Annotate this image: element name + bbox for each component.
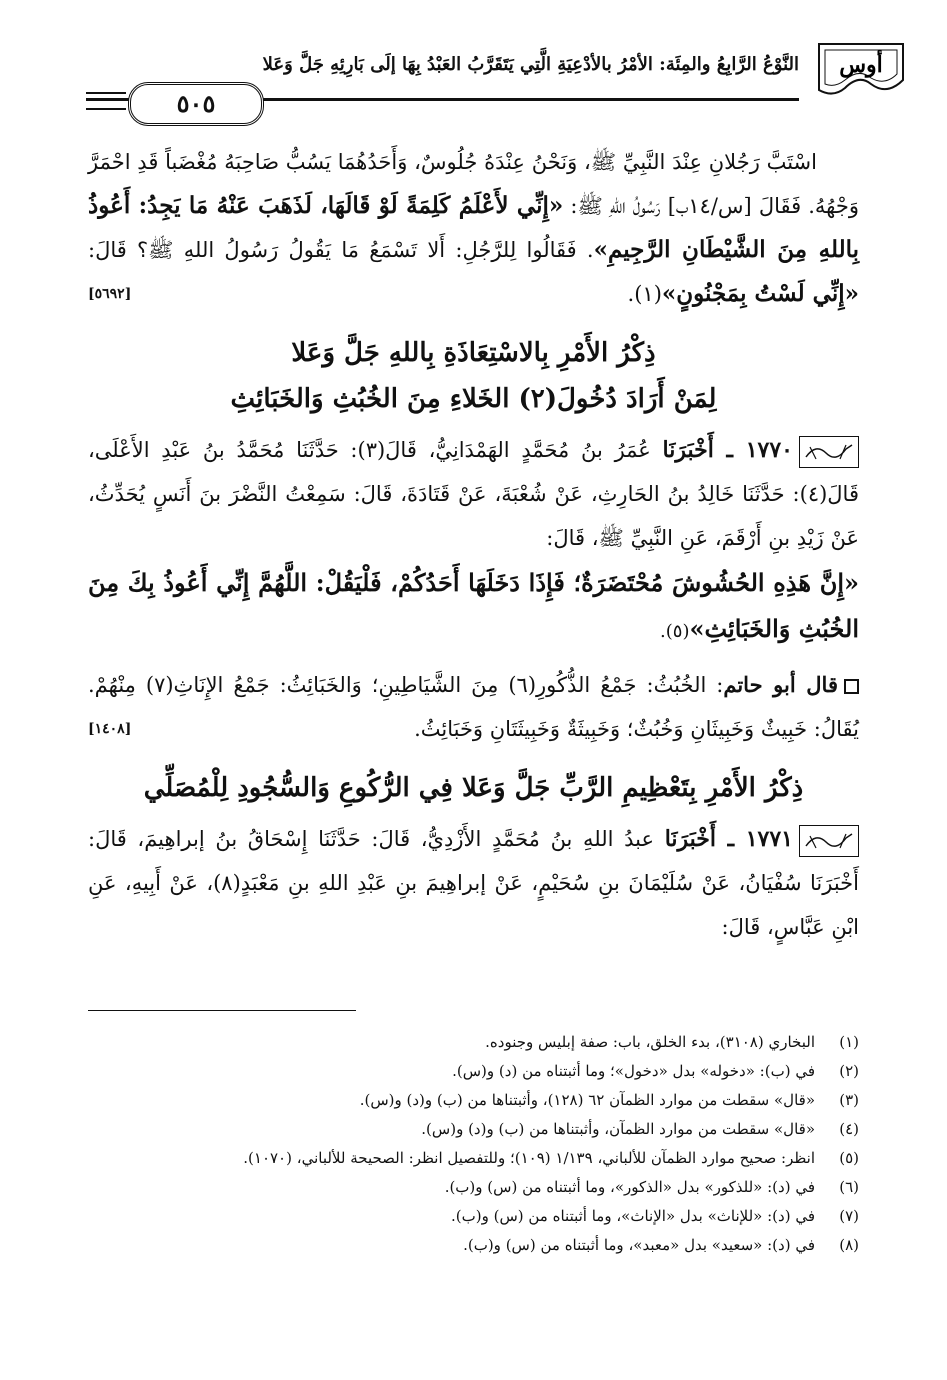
hadith-1770 (88, 428, 859, 560)
abu-hatim-comment: قال أبو حاتم: الخُبُثُ: جَمْعُ الذُّكُورِ(٦) مِنَ الشَّيَاطِينِ؛ وَالخَبَائِثُ: جَمْعُ الإِنَاثِ(٧) مِنْهُمْ. يُقَالُ: خَبِيثٌ وَخَبِيثَانِ وَخُبُثٌ؛ وَخَبِيثَةٌ وَخَبِيثَتَانِ وَخَبَائِثُ. [١٤٠٨] (88, 663, 859, 751)
page-number: ٥٠٥ (128, 82, 264, 126)
footnote: (٣) «قال» سقطت من موارد الظمآن ٦٢ (١٢٨)، وأثبتناها من (ب) و(د) و(س). (359, 1091, 859, 1109)
hadith-number: ١٧٧١ ـ أَخْبَرَنَا (664, 826, 793, 852)
footnote: (٤) «قال» سقطت من موارد الظمآن، وأثبتناها من (ب) و(د) و(س). (421, 1120, 859, 1138)
footnote-mark: (١). (627, 282, 662, 306)
reply-quote: «إِنِّي لَسْتُ بِمَجْنُونٍ» (661, 280, 859, 307)
section-heading-1 (88, 330, 859, 422)
heading-line: ذِكْرُ الأَمْرِ بِالاسْتِعَاذَةِ بِاللهِ جَلَّ وَعَلا (291, 338, 656, 368)
prophet-quote: «إِنِّي لأَعْلَمُ كَلِمَةً لَوْ قَالَهَا، لَذَهَبَ عَنْهُ مَا يَجِدُ: أَعُوذُ بِاللهِ مِنَ الشَّيْطَانِ الرَّجِيمِ» (88, 192, 860, 263)
paragraph-text: . فَقَالُوا لِلرَّجُلِ: أَلا تَسْمَعُ مَا يَقُولُ رَسُولُ اللهِ ﷺ؟ قَالَ: (88, 238, 594, 262)
hadith-marker-icon (799, 436, 859, 468)
hadith-1771 (88, 817, 859, 949)
header-side-lines (86, 92, 126, 110)
page-header (86, 40, 907, 120)
isnad-text: عبدُ اللهِ بنُ مُحَمَّدٍ الأَزْدِيُّ، قَالَ: حَدَّثَنَا إِسْحَاقُ بنُ إبراهِيمَ، قَالَ: أَخْبَرَنَا سُفْيَانُ، عَنْ سُلَيْمَانَ بنِ سُحَيْمٍ، عَنْ إبراهِيمَ بنِ عَبْدِ اللهِ بنِ مَعْبَدٍ(٨)، عَنْ أَبِيهِ، عَنِ ابْنِ عَبَّاسٍ، قَالَ: (88, 827, 859, 939)
hadith-1770-matn (88, 560, 859, 655)
square-bullet-icon (844, 679, 859, 694)
heading-line: لِمَنْ أَرَادَ دُخُولَ(٢) الخَلاءِ مِنَ الخُبُثِ وَالخَبَائِثِ (230, 384, 717, 414)
hadith-marker-icon (799, 825, 859, 857)
hadith-ref: [٥٦٩٢] (88, 286, 132, 302)
opening-paragraph (88, 140, 859, 316)
footnote-rule (88, 1010, 356, 1011)
ornament-text: أوس (839, 52, 883, 78)
footnote: (٦) في (د): «للذكور» بدل «الذكور»، وما أثبتناه من (س) و(ب). (444, 1178, 859, 1196)
hadith-number: ١٧٧٠ ـ أَخْبَرَنَا (662, 437, 793, 463)
comment-ref: [١٤٠٨] (88, 721, 132, 737)
footnote: (٧) في (د): «للإناث» بدل «الإناث»، وما أثبتناه من (س) و(ب). (451, 1207, 859, 1225)
comment-text: الخُبُثُ: جَمْعُ الذُّكُورِ(٦) مِنَ الشَّيَاطِينِ؛ وَالخَبَائِثُ: جَمْعُ الإِنَاثِ(٧) مِنْهُمْ. يُقَالُ: خَبِيثٌ وَخَبِيثَانِ وَخُبُثٌ؛ وَخَبِيثَةٌ وَخَبِيثَتَانِ وَخَبَائِثُ. (88, 673, 859, 741)
page-body (88, 140, 859, 949)
footnote: (٢) في (ب): «دخوله» بدل «دخول»؛ وما أثبتناه من (د) و(س). (452, 1062, 859, 1080)
footnote: (٨) في (د): «سعيد» بدل «معبد»، وما أثبتناه من (س) و(ب). (463, 1236, 859, 1254)
matn-text: «إِنَّ هَذِهِ الحُشُوشَ مُحْتَضَرَةٌ؛ فَإِذَا دَخَلَهَا أَحَدُكُمْ، فَلْيَقُلْ: اللَّهُمَّ إِنِّي أَعُوذُ بِكَ مِنَ الخُبُثِ وَالخَبَائِثِ» (88, 568, 859, 643)
paragraph-text: اسْتَبَّ رَجُلانِ عِنْدَ النَّبِيِّ ﷺ، وَنَحْنُ عِنْدَهُ جُلُوسٌ، وَأَحَدُهُمَا يَسُبُّ صَاحِبَهُ مُغْضَباً قَدِ احْمَرَّ وَجْهُهُ. فَقَالَ [س/١٤ب] رَسُولُ اللهِ ﷺ: (88, 150, 859, 218)
header-title: النَّوْعُ الرَّابِعُ والمِئَة: الأمْرُ بالأدْعِيَةِ الَّتِي يَتَقَرَّبُ العَبْدُ بِهَا إلَى بَارِئِهِ جَلَّ وَعَلا (262, 54, 799, 75)
isnad-text: عُمَرُ بنُ مُحَمَّدٍ الهَمْدَانِيُّ، قَالَ(٣): حَدَّثَنَا مُحَمَّدُ بنُ عَبْدِ الأَعْلَى، قَالَ(٤): حَدَّثَنَا خَالِدُ بنُ الحَارِثِ، عَنْ شُعْبَةَ، عَنْ قَتَادَةَ، قَالَ: سَمِعْتُ النَّضْرَ بنَ أَنَسٍ يُحَدِّثُ، عَنْ زَيْدِ بنِ أَرْقَمَ، عَنِ النَّبِيِّ ﷺ، قَالَ: (88, 438, 859, 550)
footnote-mark: (٥). (660, 621, 690, 642)
section-heading-2: ذِكْرُ الأَمْرِ بِتَعْظِيمِ الرَّبِّ جَلَّ وَعَلا فِي الرُّكُوعِ وَالسُّجُودِ لِلْمُصَلِّي (143, 773, 804, 803)
comment-speaker: قال أبو حاتم (723, 672, 838, 697)
footnote: (٥) انظر: صحيح موارد الظمآن للألباني، ١/١٣٩ (١٠٩)؛ وللتفصيل انظر: الصحيحة للألباني، (١٠٧٠). (243, 1149, 859, 1167)
corner-ornament (815, 40, 907, 100)
footnotes (88, 1026, 859, 1261)
footnote: (١) البخاري (٣١٠٨)، بدء الخلق، باب: صفة إبليس وجنوده. (485, 1033, 859, 1051)
